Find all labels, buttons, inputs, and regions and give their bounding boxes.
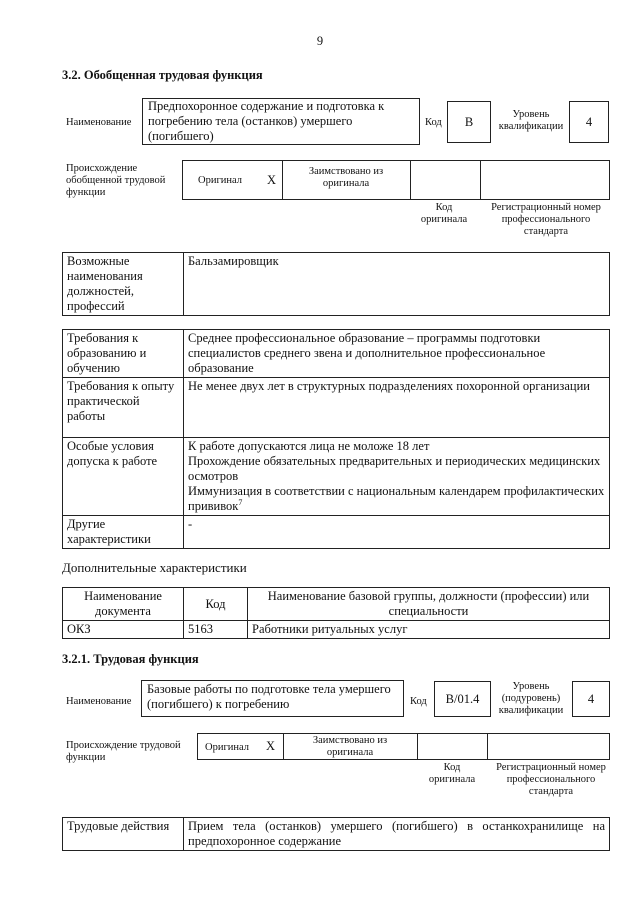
code-original-label: Код оригинала bbox=[420, 202, 468, 225]
req-value: - bbox=[184, 516, 610, 549]
table-row bbox=[63, 516, 610, 549]
actions-table bbox=[62, 817, 610, 851]
table-cell: ОКЗ bbox=[63, 621, 184, 639]
actions-label: Трудовые действия bbox=[63, 818, 184, 851]
req-label: Требования к опыту практической работы bbox=[63, 378, 184, 438]
table-cell: 5163 bbox=[184, 621, 248, 639]
req-line: К работе допускаются лица не моложе 18 лет bbox=[188, 439, 430, 453]
req-value: Среднее профессиональное образование – программы подготовки специалистов среднего звена и дополнительное профессиональное образование bbox=[184, 330, 610, 378]
page-number: 9 bbox=[316, 34, 324, 48]
code-value: B bbox=[464, 115, 474, 129]
level-label: Уровень квалификации bbox=[498, 109, 564, 132]
req-label: Требования к образованию и обучению bbox=[63, 330, 184, 378]
sub-code-value: B/01.4 bbox=[445, 692, 480, 706]
positions-label: Возможные наименования должностей, профессий bbox=[63, 253, 184, 316]
table-row bbox=[63, 621, 610, 639]
sub-code-label: Код bbox=[410, 696, 427, 707]
req-label: Особые условия допуска к работе bbox=[63, 438, 184, 516]
req-line: Прохождение обязательных предварительных и периодических медицинских осмотров bbox=[188, 454, 601, 483]
req-line: Иммунизация в соответствии с национальным календарем профилактических прививок$^7$ bbox=[188, 484, 605, 513]
col-header: Наименование документа bbox=[63, 588, 184, 621]
table-row bbox=[63, 438, 610, 516]
table-cell: Работники ритуальных услуг bbox=[248, 621, 610, 639]
reg-number-label: Регистрационный номер профессионального стандарта bbox=[491, 202, 601, 237]
sub-origin-label: Происхождение трудовой функции bbox=[66, 740, 181, 763]
req-value: Не менее двух лет в структурных подразделениях похоронной организации bbox=[184, 378, 610, 438]
sub-original-mark: X bbox=[266, 739, 276, 753]
actions-value: Прием тела (останков) умершего (погибшего) в останкохранилище на предпохоронное содержание bbox=[184, 818, 610, 851]
sub-name-label: Наименование bbox=[66, 696, 132, 707]
req-value bbox=[184, 438, 610, 516]
original-mark: X bbox=[267, 173, 277, 187]
col-header: Код bbox=[184, 588, 248, 621]
table-header-row bbox=[63, 588, 610, 621]
original-label: Оригинал bbox=[198, 175, 242, 186]
additional-table bbox=[62, 587, 610, 639]
borrowed-label: Заимствовано из оригинала bbox=[308, 166, 384, 189]
col-header: Наименование базовой группы, должности (профессии) или специальности bbox=[248, 588, 610, 621]
sub-borrowed-label: Заимствовано из оригинала bbox=[312, 735, 388, 758]
code-label: Код bbox=[425, 117, 442, 128]
table-row bbox=[63, 818, 610, 851]
subsection-heading: 3.2.1. Трудовая функция bbox=[62, 652, 199, 666]
level-value: 4 bbox=[585, 115, 593, 129]
footnote-ref[interactable]: 7 bbox=[238, 497, 243, 507]
sub-reg-number-label: Регистрационный номер профессионального стандарта bbox=[496, 762, 606, 797]
sub-level-label: Уровень (подуровень) квалификации bbox=[498, 681, 564, 716]
sub-name-value: Базовые работы по подготовке тела умершего (погибшего) к погребению bbox=[147, 682, 391, 711]
sub-level-value: 4 bbox=[587, 692, 595, 706]
positions-value: Бальзамировщик bbox=[184, 253, 610, 316]
table-row bbox=[63, 378, 610, 438]
requirements-table bbox=[62, 329, 610, 549]
name-label: Наименование bbox=[66, 117, 132, 128]
sub-original-label: Оригинал bbox=[205, 742, 249, 753]
name-value: Предпохоронное содержание и подготовка к погребению тела (останков) умершего (погибшего) bbox=[148, 99, 385, 143]
section-heading: 3.2. Обобщенная трудовая функция bbox=[62, 68, 263, 82]
table-row bbox=[63, 330, 610, 378]
origin-label: Происхождение обобщенной трудовой функции bbox=[66, 163, 166, 198]
positions-table bbox=[62, 252, 610, 316]
req-label: Другие характеристики bbox=[63, 516, 184, 549]
additional-heading: Дополнительные характеристики bbox=[62, 560, 247, 575]
sub-code-original-label: Код оригинала bbox=[428, 762, 476, 785]
